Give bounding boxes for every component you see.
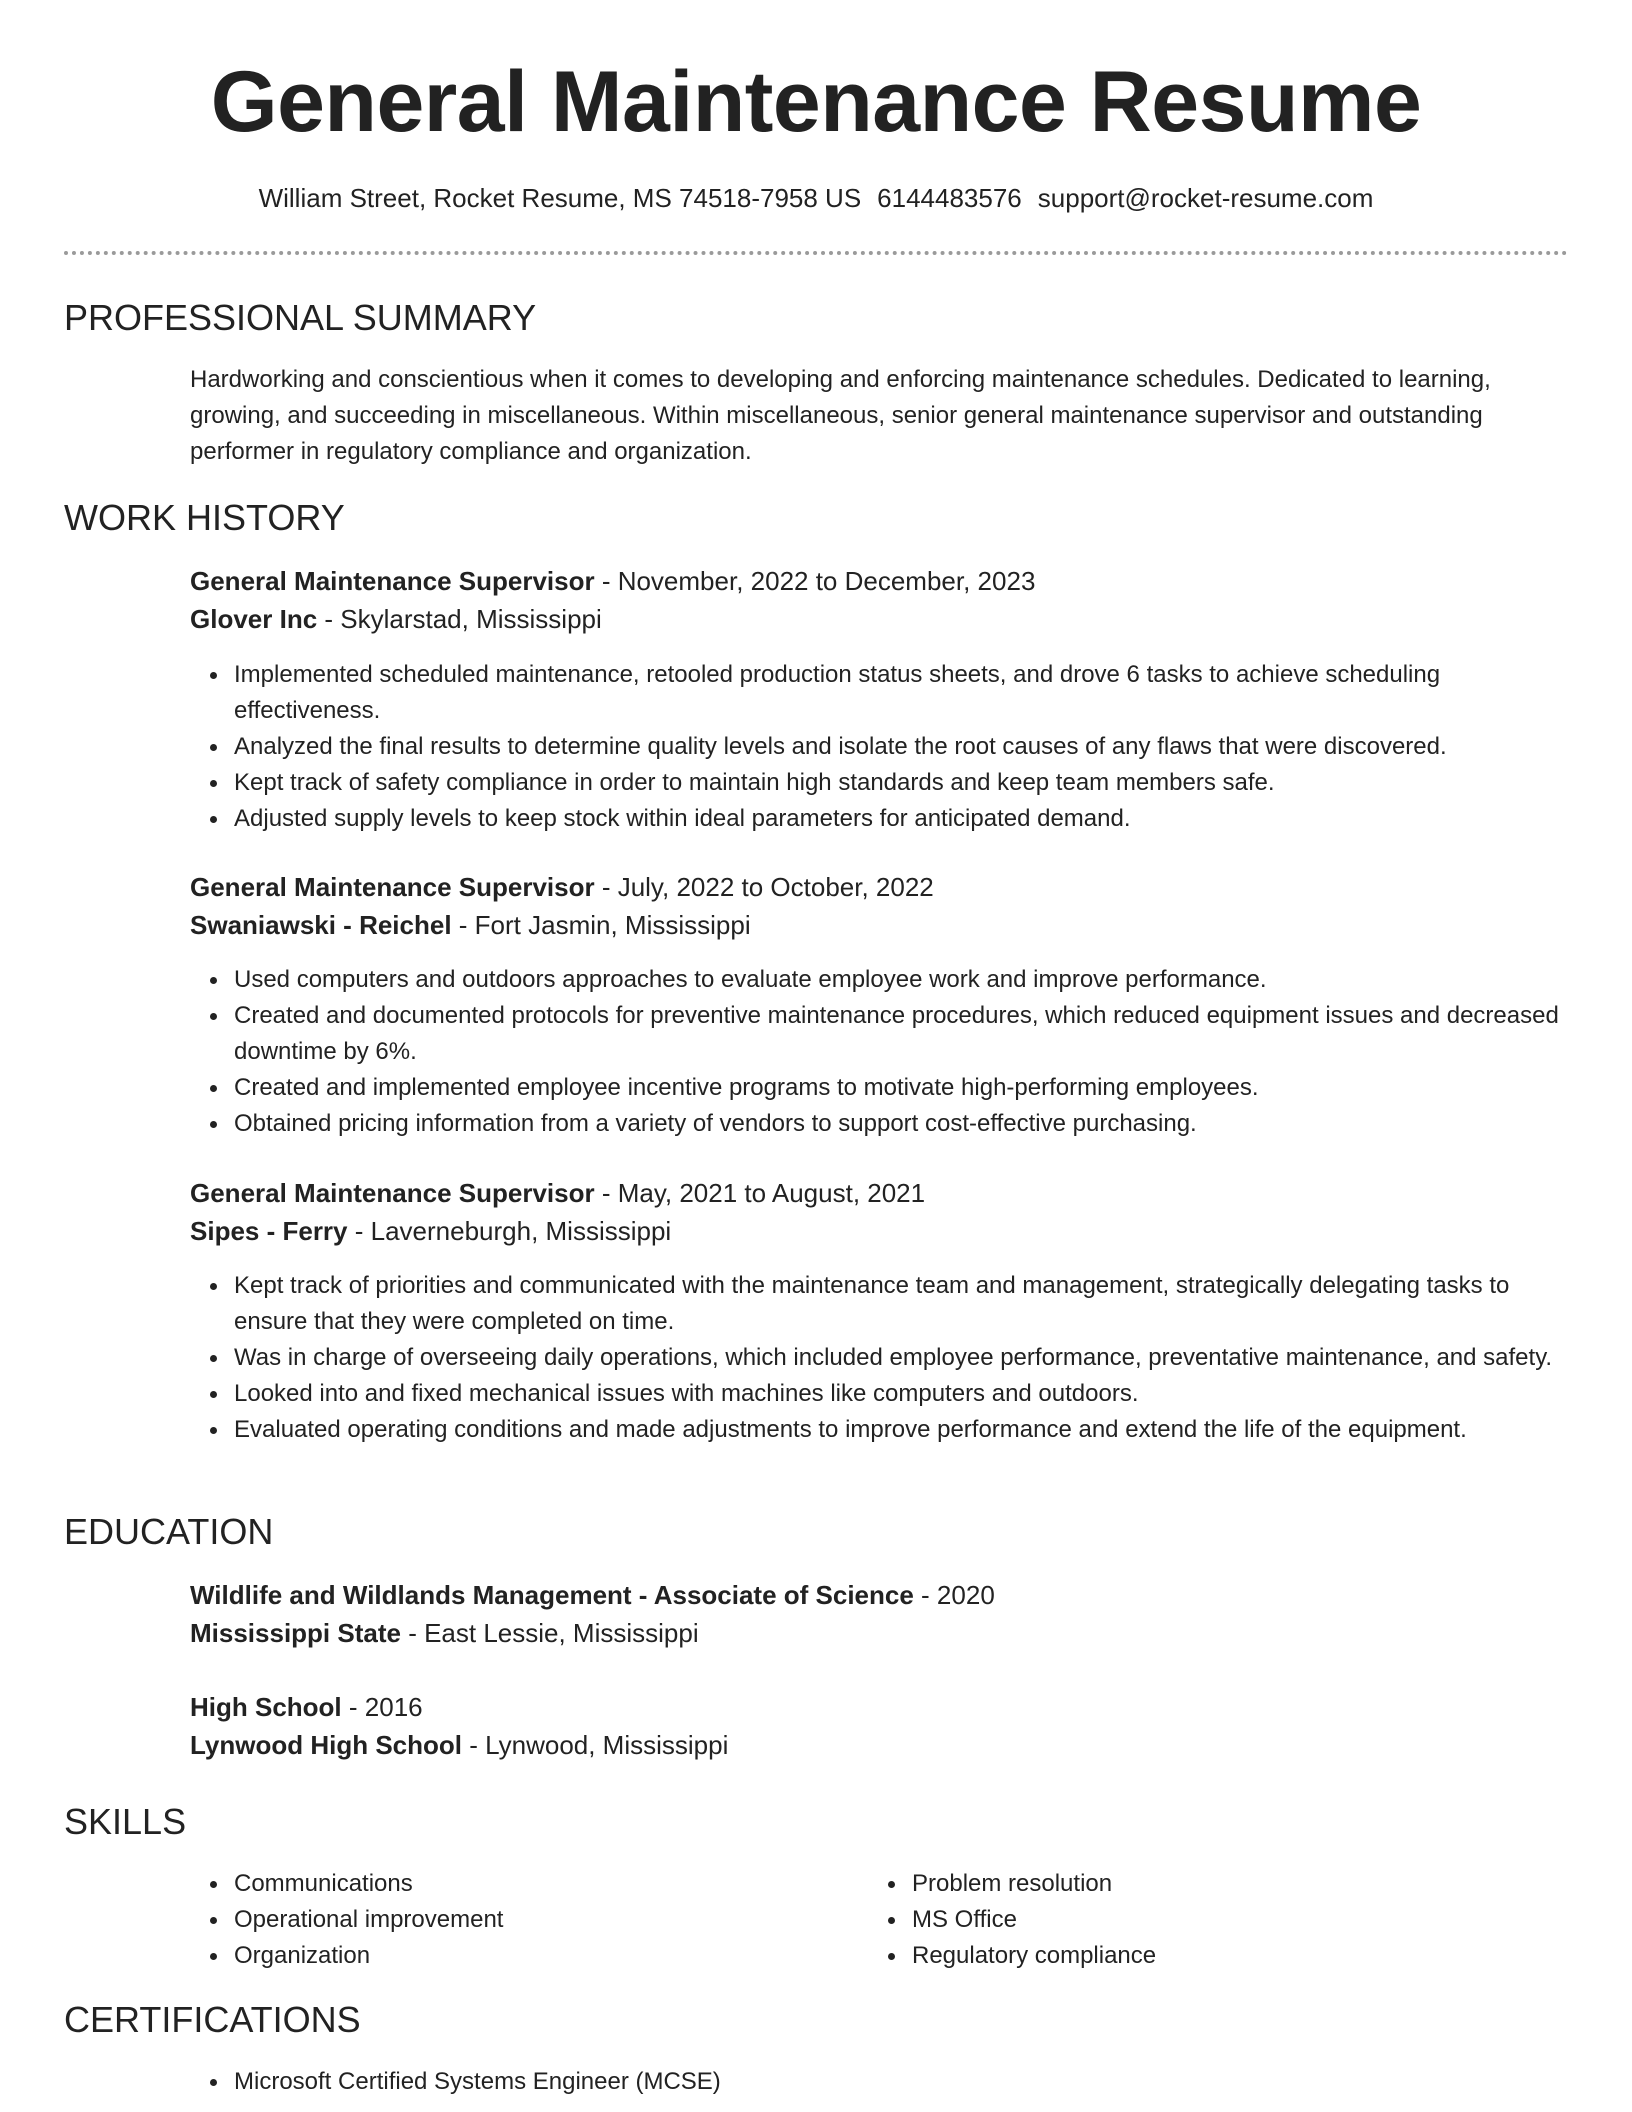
summary-heading: PROFESSIONAL SUMMARY — [64, 297, 537, 338]
job-company: Sipes - Ferry — [190, 1216, 348, 1246]
job-title-line — [190, 868, 1570, 906]
list-item: Used computers and outdoors approaches to evaluate employee work and improve performance. — [234, 962, 1572, 998]
list-item: Evaluated operating conditions and made adjustments to improve performance and extend the life of the equipment. — [234, 1412, 1572, 1448]
list-item: Implemented scheduled maintenance, retooled production status sheets, and drove 6 tasks to achieve scheduling effectiveness. — [234, 657, 1572, 729]
skills-list-right — [868, 1866, 1632, 1974]
list-item: Operational improvement — [234, 1902, 1572, 1938]
job-company-line — [190, 1212, 1570, 1250]
list-item: Kept track of safety compliance in order to maintain high standards and keep team members safe. — [234, 765, 1572, 801]
education-degree-line — [190, 1688, 1570, 1726]
skills-heading: SKILLS — [64, 1801, 187, 1842]
summary-text: Hardworking and conscientious when it comes to developing and enforcing maintenance schedules. Dedicated to learning, growing, and succeeding in miscellaneous. Within miscellaneous, senior general maintenance supervisor and outstanding performer in regulatory compliance and organization. — [190, 366, 1491, 465]
education-year: - 2020 — [913, 1580, 995, 1610]
education-location: - East Lessie, Mississippi — [400, 1618, 699, 1648]
education-school: Mississippi State — [190, 1618, 401, 1648]
job-title: General Maintenance Supervisor — [190, 872, 595, 902]
list-item: Created and implemented employee incentive programs to motivate high-performing employees. — [234, 1070, 1572, 1106]
certifications-list — [190, 2064, 1572, 2100]
list-item: Obtained pricing information from a variety of vendors to support cost-effective purchasing. — [234, 1106, 1572, 1142]
job-bullets — [190, 1268, 1572, 1448]
job-dates: - July, 2022 to October, 2022 — [594, 872, 934, 902]
job-company-line — [190, 600, 1570, 638]
job-location: - Laverneburgh, Mississippi — [347, 1216, 672, 1246]
list-item: Regulatory compliance — [912, 1938, 1632, 1974]
education-year: - 2016 — [341, 1692, 423, 1722]
job-company-line — [190, 906, 1570, 944]
contact-phone: 6144483576 — [877, 183, 1022, 213]
header-divider — [64, 251, 1568, 255]
contact-line — [0, 180, 1632, 216]
education-school-line — [190, 1726, 1570, 1764]
job-bullets — [190, 962, 1572, 1142]
job-location: - Fort Jasmin, Mississippi — [451, 910, 751, 940]
job-dates: - November, 2022 to December, 2023 — [594, 566, 1036, 596]
list-item: Communications — [234, 1866, 1572, 1902]
list-item: Problem resolution — [912, 1866, 1632, 1902]
list-item: Was in charge of overseeing daily operations, which included employee performance, preventative maintenance, and safety. — [234, 1340, 1572, 1376]
contact-address: William Street, Rocket Resume, MS 74518-7958 US — [258, 183, 862, 213]
list-item: Analyzed the final results to determine quality levels and isolate the root causes of any flaws that were discovered. — [234, 729, 1572, 765]
certifications-heading: CERTIFICATIONS — [64, 1999, 361, 2040]
job-title-line — [190, 562, 1570, 600]
resume-title: General Maintenance Resume — [210, 54, 1422, 150]
list-item: Created and documented protocols for preventive maintenance procedures, which reduced equipment issues and decreased downtime by 6%. — [234, 998, 1572, 1070]
job-bullets — [190, 657, 1572, 837]
list-item: Kept track of priorities and communicated with the maintenance team and management, strategically delegating tasks to ensure that they were completed on time. — [234, 1268, 1572, 1340]
job-title: General Maintenance Supervisor — [190, 566, 595, 596]
job-title-line — [190, 1174, 1570, 1212]
job-dates: - May, 2021 to August, 2021 — [594, 1178, 926, 1208]
job-title: General Maintenance Supervisor — [190, 1178, 595, 1208]
work-history-heading: WORK HISTORY — [64, 497, 345, 538]
education-location: - Lynwood, Mississippi — [462, 1730, 729, 1760]
job-location: - Skylarstad, Mississippi — [317, 604, 602, 634]
list-item: MS Office — [912, 1902, 1632, 1938]
list-item: Adjusted supply levels to keep stock within ideal parameters for anticipated demand. — [234, 801, 1572, 837]
list-item: Organization — [234, 1938, 1572, 1974]
education-heading: EDUCATION — [64, 1511, 274, 1552]
education-school: Lynwood High School — [190, 1730, 463, 1760]
education-degree-line — [190, 1576, 1570, 1614]
job-company: Swaniawski - Reichel — [190, 910, 452, 940]
contact-email: support@rocket-resume.com — [1037, 183, 1374, 213]
job-company: Glover Inc — [190, 604, 318, 634]
list-item: Looked into and fixed mechanical issues with machines like computers and outdoors. — [234, 1376, 1572, 1412]
education-school-line — [190, 1614, 1570, 1652]
education-degree: Wildlife and Wildlands Management - Associate of Science — [190, 1580, 914, 1610]
list-item: Microsoft Certified Systems Engineer (MCSE) — [234, 2064, 1572, 2100]
education-degree: High School — [190, 1692, 342, 1722]
